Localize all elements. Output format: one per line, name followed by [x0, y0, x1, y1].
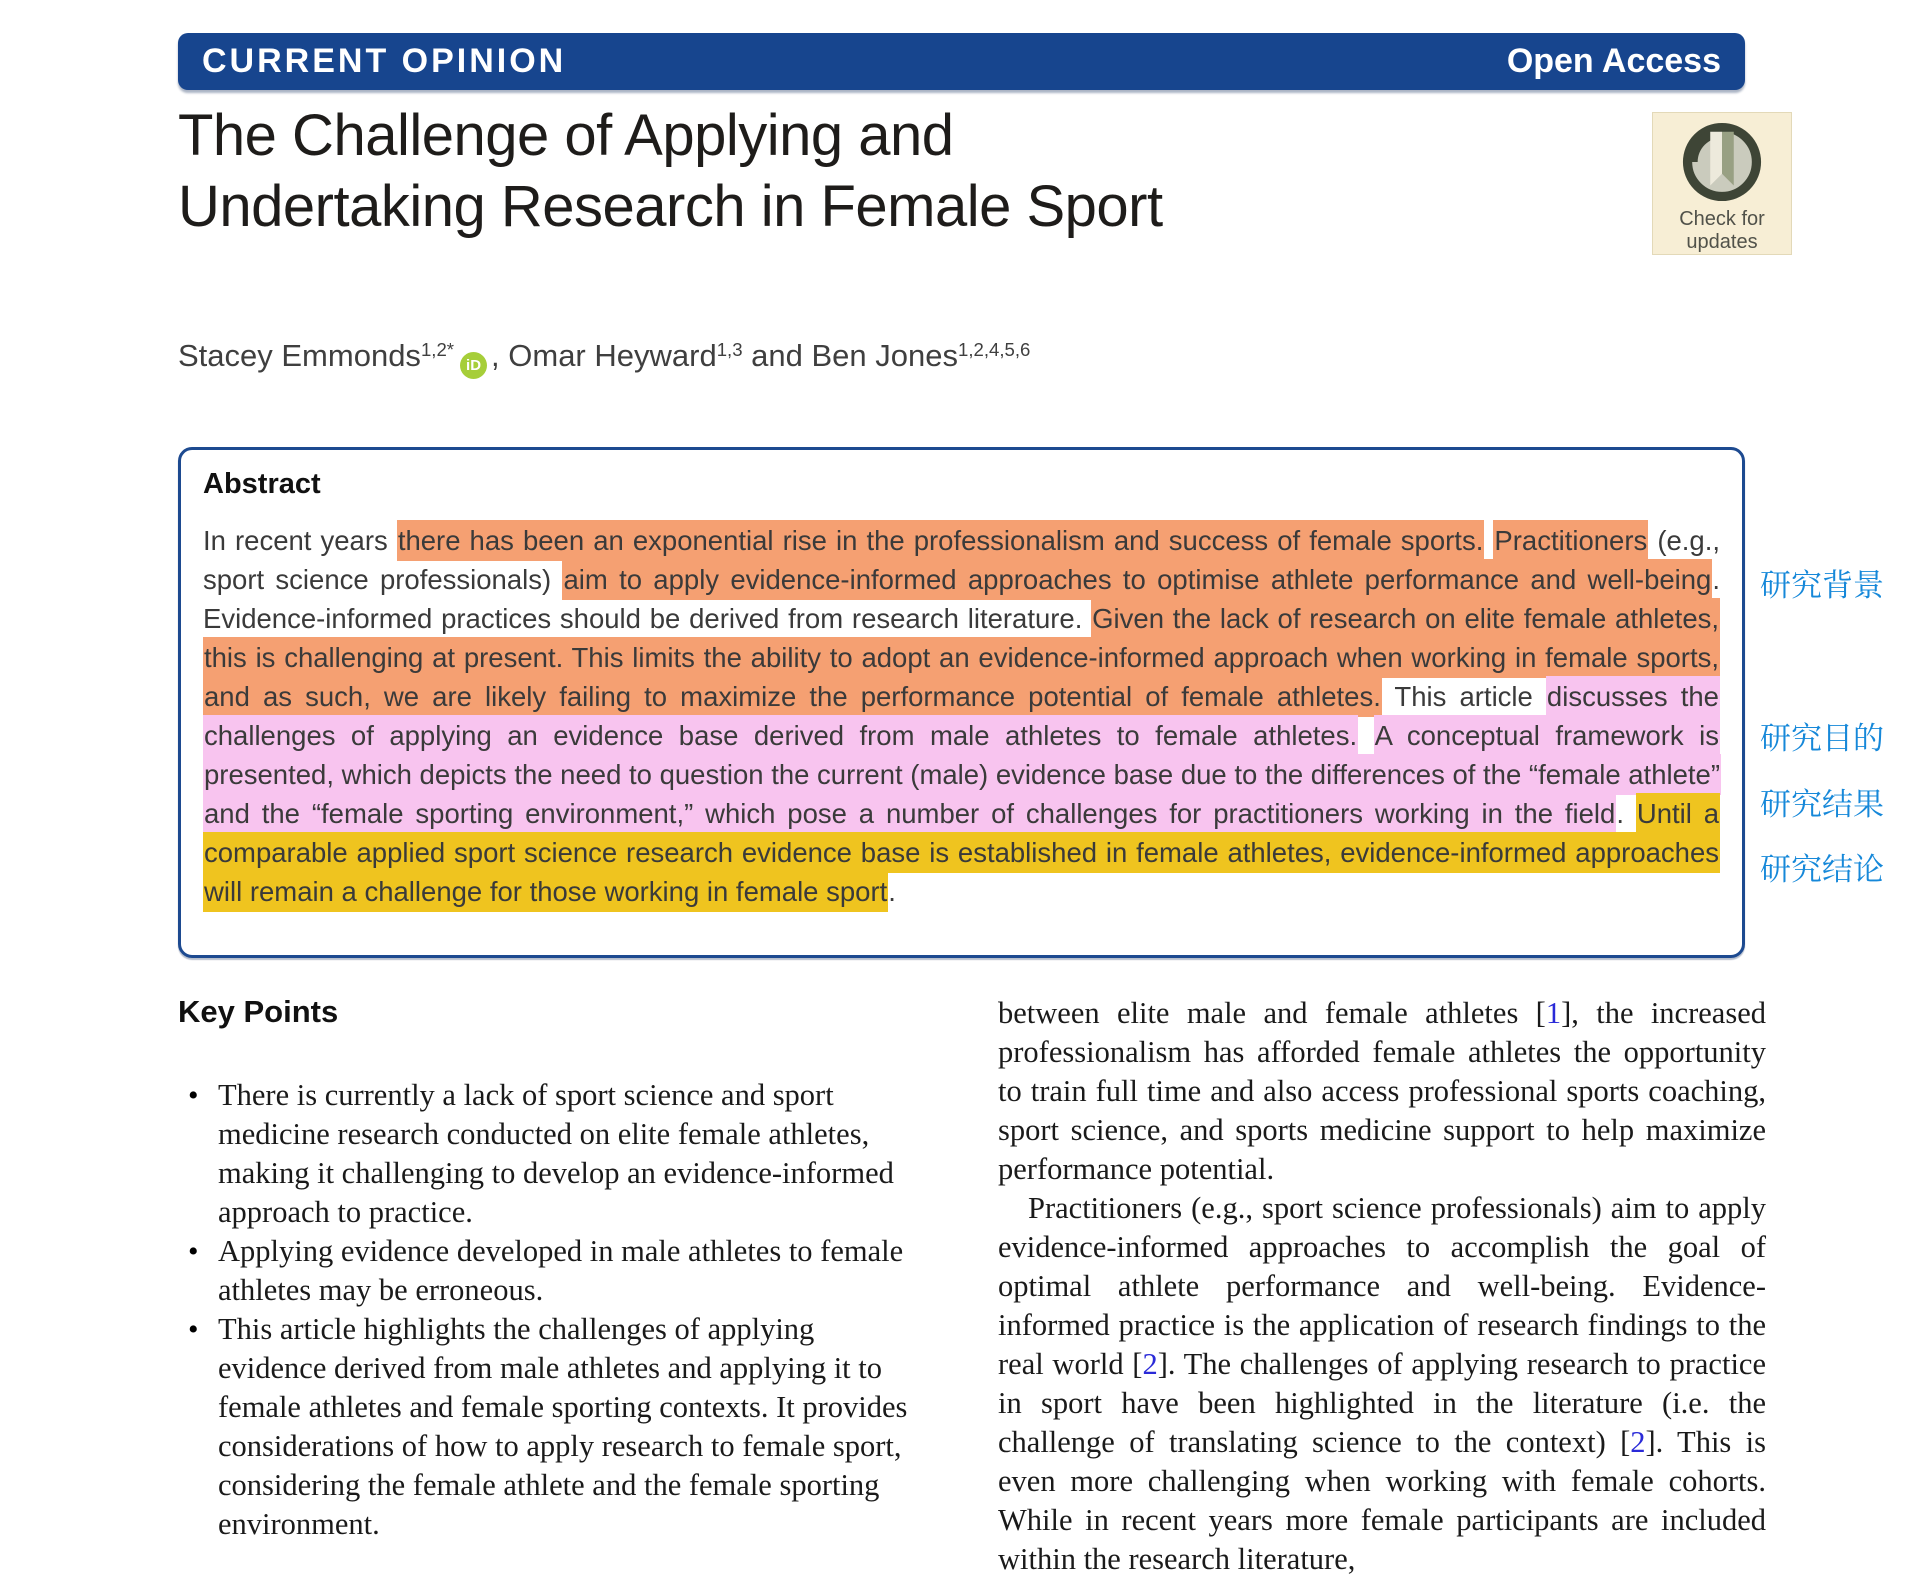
author-affiliation-sup: 1,2,4,5,6 [958, 338, 1031, 360]
author-name: and Ben Jones [742, 338, 959, 373]
text-segment: ]. The challenges of applying research to practice in sport have been highlighted in the literature (i.e. the challenge of translating science to the context) [ [998, 1347, 1766, 1459]
abstract-heading: Abstract [203, 468, 321, 500]
journal-banner [178, 33, 1745, 90]
body-paragraph [998, 1189, 1766, 1579]
key-points-section [178, 994, 923, 1544]
body-text-column [998, 994, 1766, 1579]
key-point-item: • There is currently a lack of sport science and sport medicine research conducted on elite female athletes, making it challenging to develop an evidence-informed approach to practice. [188, 1076, 923, 1232]
article-title-line2: Undertaking Research in Female Sport [178, 174, 1163, 239]
margin-annotations [1760, 0, 1920, 1589]
article-title-line1: The Challenge of Applying and [178, 103, 954, 168]
highlighted-text: A conceptual framework is presented, which depicts the need to question the current (male) evidence base due to the differences of the “female athlete” and the “female sporting environment,” which pose a number of challenges for practitioners working in the field [203, 715, 1721, 834]
authors-line [178, 338, 1030, 379]
text-segment [1358, 720, 1373, 751]
key-points-list [188, 1076, 923, 1544]
key-point-item: • This article highlights the challenges of applying evidence derived from male athletes and applying it to female athletes and female sporting contexts. It provides considerations of how to apply research to female sport, considering the female athlete and the female sporting environment. [188, 1310, 923, 1544]
text-segment: . Evidence-informed practices should be derived from research literature. [203, 564, 1720, 634]
citation-link[interactable]: 1 [1545, 996, 1562, 1030]
article-title [178, 100, 1478, 242]
text-segment: In recent years [203, 525, 397, 556]
author-affiliation-sup: 1,2* [420, 338, 455, 360]
highlighted-text: discusses the challenges of applying an evidence base derived from male athletes to female athletes. [203, 676, 1720, 756]
author-affiliation-sup: 1,3 [716, 338, 743, 360]
citation-link[interactable]: 2 [1142, 1347, 1158, 1381]
body-paragraph [998, 994, 1766, 1189]
margin-annotation: 研究结果 [1760, 787, 1884, 822]
text-segment: (e.g., sport science professionals) [203, 525, 1720, 595]
badge-text-line1: Check for [1679, 208, 1765, 230]
text-segment: ]. This is even more challenging when working with female cohorts. While in recent years more female participants are included within the research literature, [998, 1425, 1766, 1576]
citation-link[interactable]: 2 [1630, 1425, 1646, 1459]
highlighted-text: aim to apply evidence-informed approaches to optimise athlete performance and well-being [562, 559, 1712, 600]
abstract-text [203, 521, 1720, 911]
margin-annotation: 研究目的 [1760, 721, 1884, 756]
abstract-box [178, 447, 1745, 958]
text-segment: This article [1381, 681, 1546, 712]
journal-section-label: CURRENT OPINION [202, 42, 567, 80]
key-points-heading: Key Points [178, 994, 339, 1029]
author-name: , Omar Heyward [491, 338, 717, 373]
margin-annotation: 研究背景 [1760, 568, 1884, 603]
text-segment: ], the increased professionalism has afforded female athletes the opportunity to train full time and also access professional sports coaching, sport science, and sports medicine support to help maximize performance potential. [998, 996, 1766, 1186]
badge-text [1679, 208, 1765, 254]
open-access-label: Open Access [1506, 42, 1721, 80]
author-name: Stacey Emmonds [178, 338, 421, 373]
highlighted-text: there has been an exponential rise in the professionalism and success of female sports. [397, 520, 1485, 561]
text-segment: . [888, 876, 896, 907]
highlighted-text: Until a comparable applied sport science research evidence base is established in female athletes, evidence-informed approaches will remain a challenge for those working in female sport [203, 793, 1720, 912]
key-point-item: • Applying evidence developed in male athletes to female athletes may be erroneous. [188, 1232, 923, 1310]
text-segment: . [1616, 798, 1636, 829]
text-segment: Practitioners (e.g., sport science professionals) aim to apply evidence-informed approaches to accomplish the goal of optimal athlete performance and well-being. Evidence-informed practice is the application of research findings to the real world [ [998, 1191, 1766, 1381]
crossmark-logo-icon [1680, 120, 1764, 204]
orcid-icon[interactable]: iD [460, 352, 487, 379]
text-segment: between elite male and female athletes [ [998, 996, 1546, 1030]
margin-annotation: 研究结论 [1760, 852, 1884, 887]
badge-text-line2: updates [1686, 231, 1758, 253]
highlighted-text: Given the lack of research on elite female athletes, this is challenging at present. This limits the ability to adopt an evidence-informed approach when working in female sports, and as such, we are likely failing to maximize the performance potential of female athletes. [203, 598, 1720, 717]
highlighted-text: Practitioners [1493, 520, 1648, 561]
